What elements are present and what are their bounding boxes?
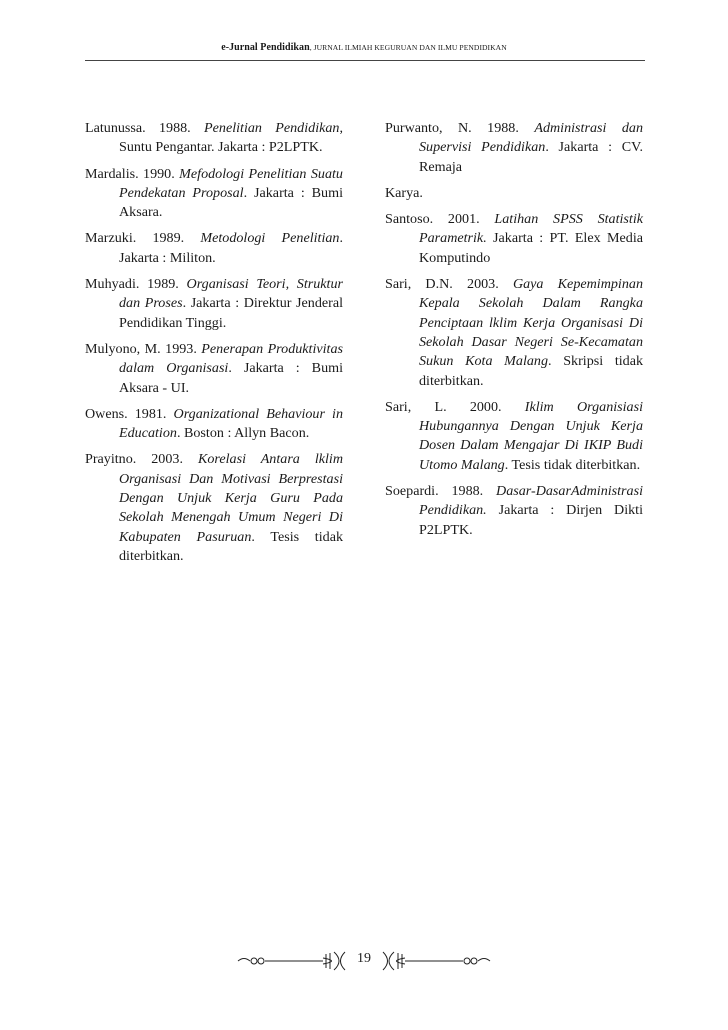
reference-entry: Mardalis. 1990. Mefodologi Penelitian Suatu Pendekatan Proposal. Jakarta : Bumi Aksara. xyxy=(85,165,343,221)
reference-entry: Sari, L. 2000. Iklim Organisiasi Hubungannya Dengan Unjuk Kerja Dosen Dalam Mengajar Di IKIP Budi Utomo Malang. Tesis tidak diterbitkan. xyxy=(385,398,643,473)
reference-entry: Karya. xyxy=(385,184,423,201)
reference-entry: Purwanto, N. 1988. Administrasi dan Supervisi Pendidikan. Jakarta : CV. Remaja xyxy=(385,120,643,175)
reference-entry: Soepardi. 1988. Dasar-DasarAdministrasi Pendidikan. Jakarta : Dirjen Dikti P2LPTK. xyxy=(385,483,643,538)
header-rule xyxy=(85,60,645,61)
journal-name: e-Jurnal Pendidikan xyxy=(221,42,310,53)
reference-entry: Prayitno. 2003. Korelasi Antara lklim Organisasi Dan Motivasi Berprestasi Dengan Unjuk Kerja Guru Pada Sekolah Menengah Umum Negeri Di Kabupaten Pasuruan. Tesis tidak diterbitkan. xyxy=(85,451,344,564)
reference-entry: Marzuki. 1989. Metodologi Penelitian. Jakarta : Militon. xyxy=(85,230,343,266)
page-footer xyxy=(0,948,728,976)
reference-entry: Latunussa. 1988. Penelitian Pendidikan, Suntu Pengantar. Jakarta : P2LPTK. xyxy=(85,120,343,156)
reference-entry: Owens. 1981. Organizational Behaviour in Education. Boston : Allyn Bacon. xyxy=(85,405,343,442)
reference-entry: Santoso. 2001. Latihan SPSS Statistik Parametrik. Jakarta : PT. Elex Media Komputindo xyxy=(385,211,643,266)
reference-entry: Sari, D.N. 2003. Gaya Kepemimpinan Kepala Sekolah Dalam Rangka Penciptaan lklim Kerja Organisasi Di Sekolah Dasar Negeri Se-Kecamatan Sukun Kota Malang. Skripsi tidak diterbitkan. xyxy=(385,276,643,389)
reference-entry: Mulyono, M. 1993. Penerapan Produktivitas dalam Organisasi. Jakarta : Bumi Aksara - UI. xyxy=(85,340,343,396)
reference-entry: Muhyadi. 1989. Organisasi Teori, Struktur dan Proses. Jakarta : Direktur Jenderal Pendidikan Tinggi. xyxy=(85,276,343,331)
journal-subtitle: , JURNAL ILMIAH KEGURUAN DAN ILMU PENDIDIKAN xyxy=(309,43,507,52)
running-header xyxy=(0,42,728,53)
references-right-column xyxy=(385,119,643,547)
page-number: 19 xyxy=(357,951,371,966)
references-left-column xyxy=(85,119,343,573)
